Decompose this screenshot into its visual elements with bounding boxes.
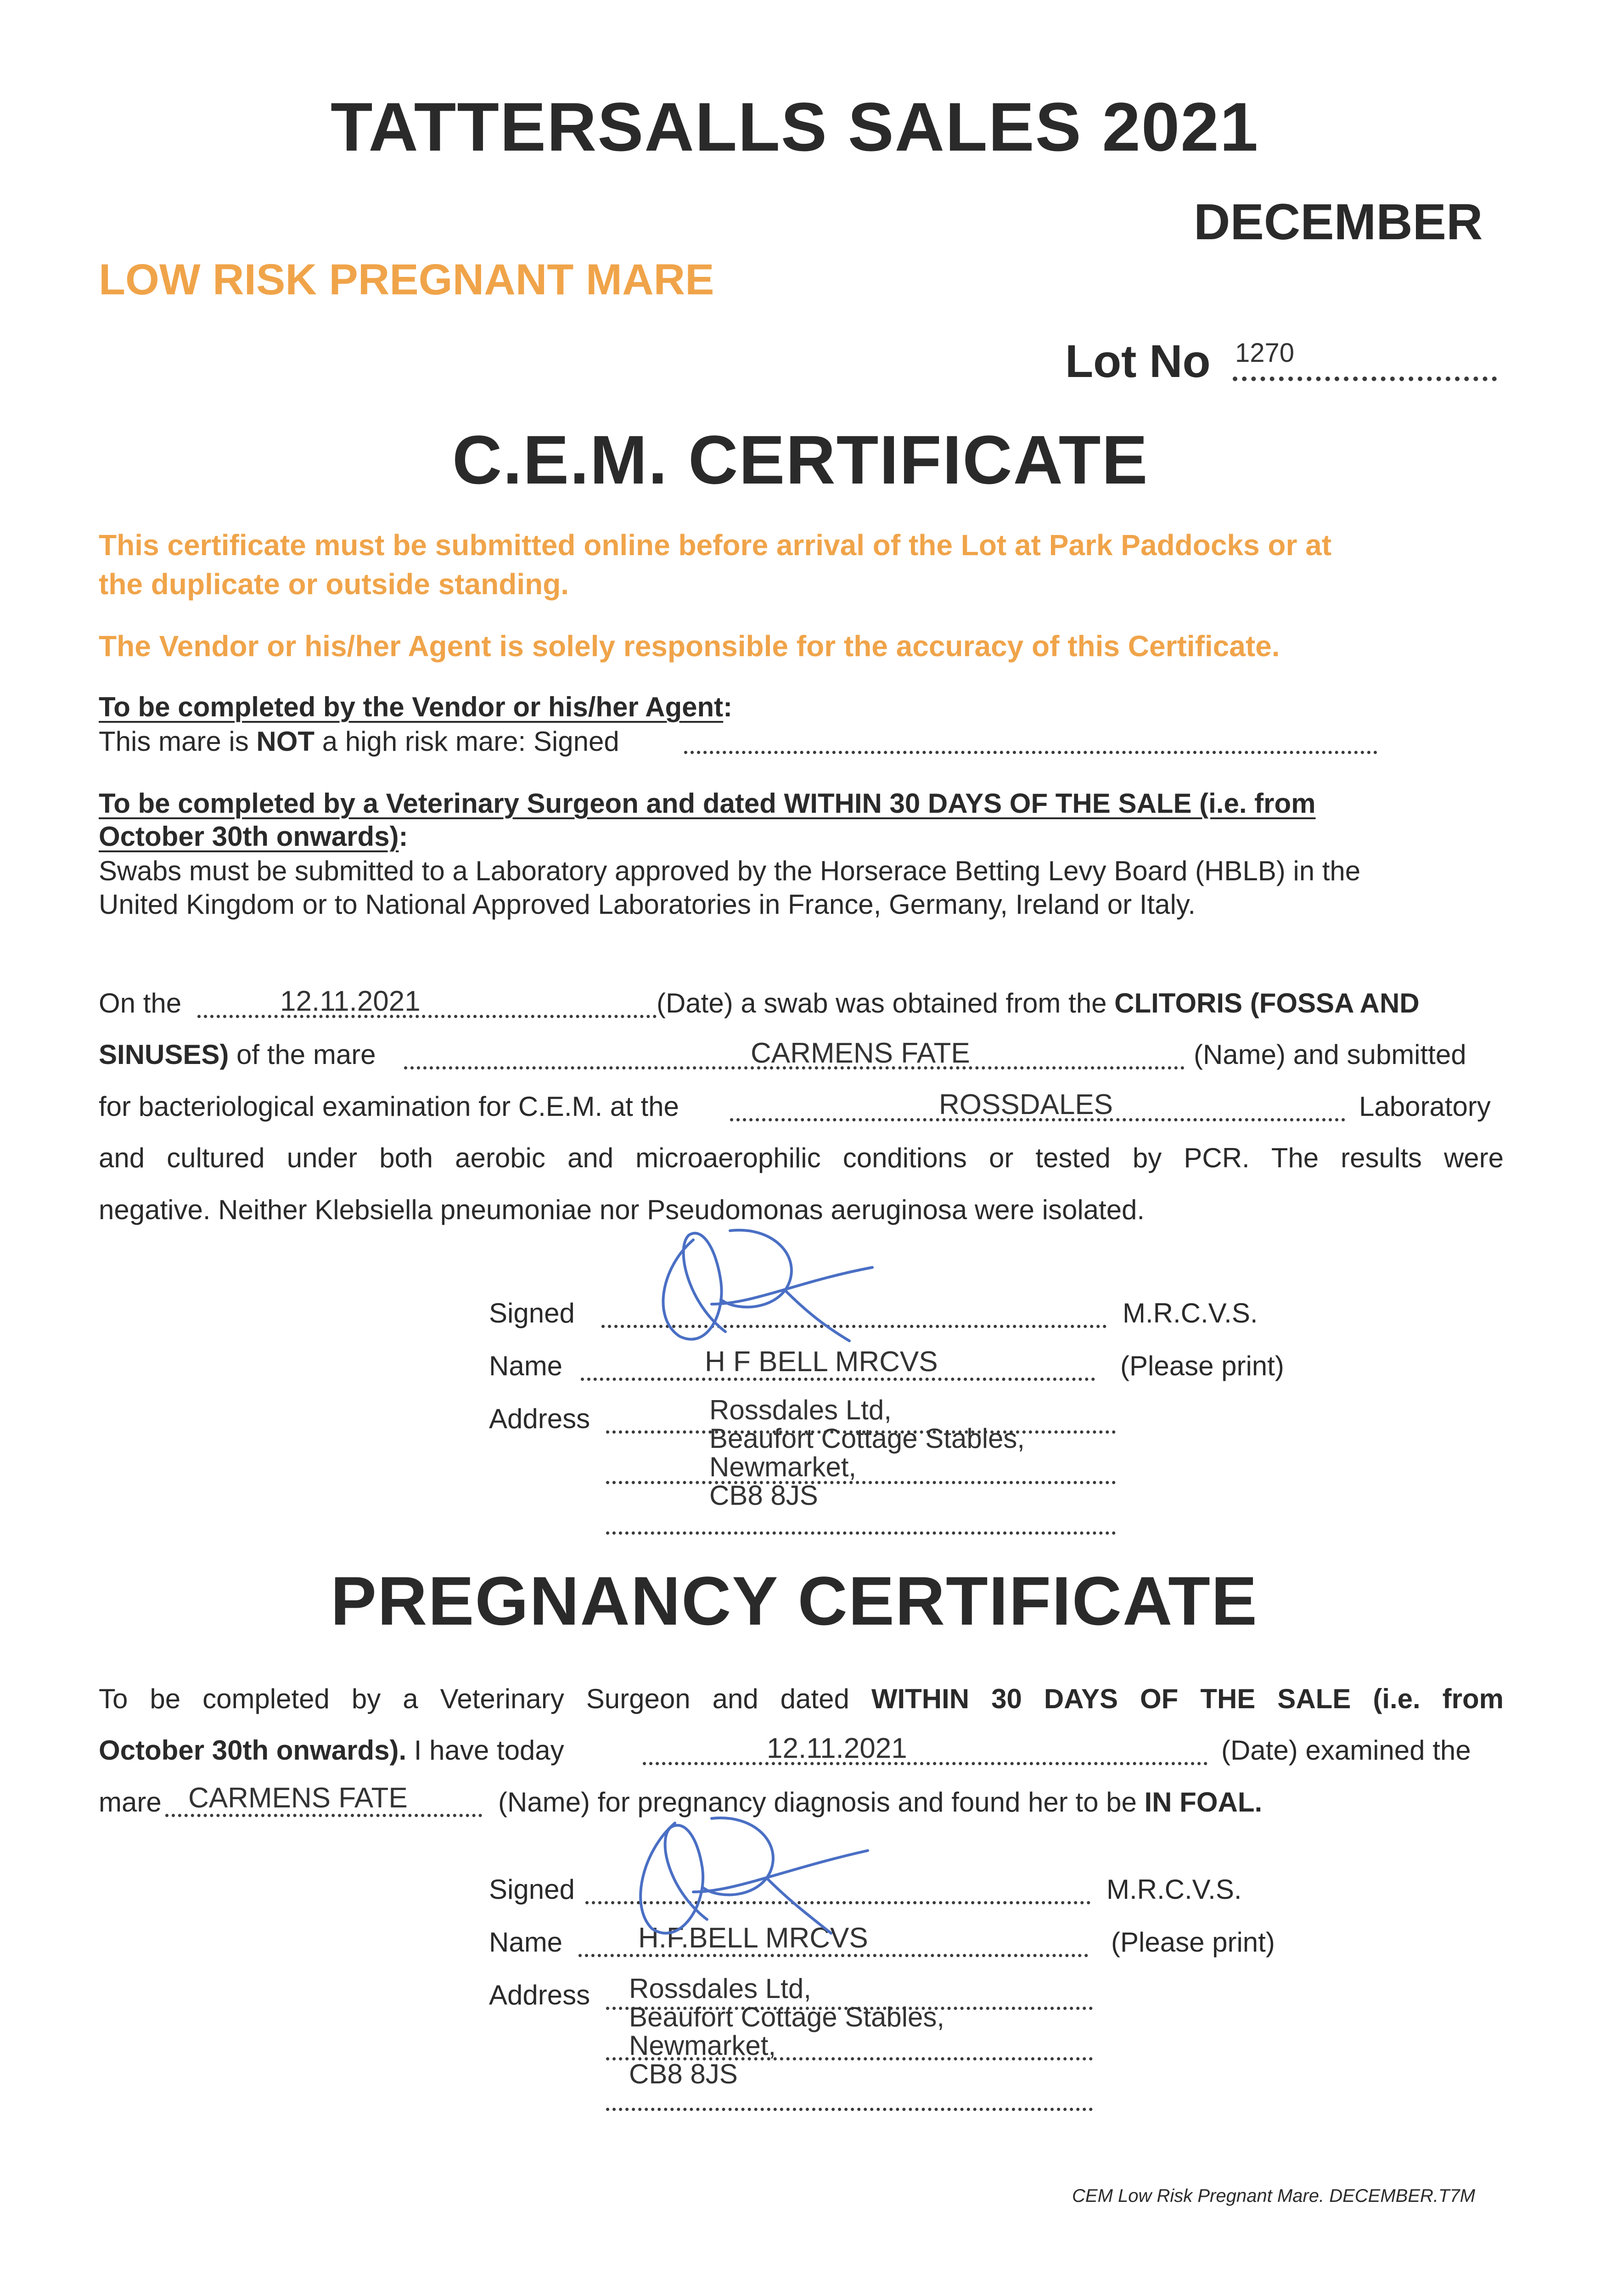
vet-heading: To be completed by a Veterinary Surgeon and dated WITHIN 30 DAYS OF THE SALE (i.e. from	[99, 788, 1316, 819]
cem-name-label: Name	[489, 1351, 563, 1381]
preg-address-3: Newmarket,	[629, 2030, 776, 2061]
cem-address-label: Address	[489, 1403, 590, 1434]
swab-date: 12.11.2021	[280, 985, 421, 1017]
cem-address-4: CB8 8JS	[709, 1480, 818, 1511]
preg-signature	[611, 1800, 895, 1956]
preg-vet-name: H.F.BELL MRCVS	[638, 1922, 868, 1954]
cem-address-3: Newmarket,	[709, 1452, 857, 1482]
preg-line-2a: October 30th onwards). I have today	[99, 1735, 564, 1766]
bact-exam-text: for bacteriological examination for C.E.M. at the	[99, 1091, 679, 1122]
preg-diagnosis-text: (Name) for pregnancy diagnosis and found her to be IN FOAL.	[498, 1787, 1263, 1818]
lot-number: 1270	[1235, 338, 1295, 368]
cem-vet-name: H F BELL MRCVS	[705, 1346, 938, 1378]
sale-month: DECEMBER	[1194, 194, 1483, 250]
vendor-heading: To be completed by the Vendor or his/her Agent:	[99, 692, 733, 722]
preg-mrcvs: M.R.C.V.S.	[1106, 1874, 1242, 1905]
preg-mare-label: mare	[99, 1787, 162, 1818]
swab-requirement-1: Swabs must be submitted to a Laboratory approved by the Horserace Betting Levy Board (HBLB) in the	[99, 855, 1361, 886]
preg-address-1: Rossdales Ltd,	[629, 1973, 811, 2004]
sinuses-text: SINUSES) of the mare	[99, 1039, 376, 1070]
preg-name-label: Name	[489, 1927, 563, 1958]
preg-line-2c: (Date) examined the	[1221, 1735, 1471, 1766]
preg-address-label: Address	[489, 1980, 590, 2010]
cem-notice-2: The Vendor or his/her Agent is solely responsible for the accuracy of this Certificate.	[99, 630, 1280, 663]
cem-mare-name: CARMENS FATE	[751, 1037, 970, 1069]
cem-mrcvs: M.R.C.V.S.	[1123, 1298, 1258, 1328]
preg-mare-name-line	[165, 1814, 482, 1817]
lot-dots	[1233, 377, 1497, 381]
preg-address	[629, 1975, 944, 2088]
cultured-text: and cultured under both aerobic and microaerophilic conditions or tested by PCR. The results were	[99, 1142, 1504, 1173]
negative-result-text: negative. Neither Klebsiella pneumoniae nor Pseudomonas aeruginosa were isolated.	[99, 1194, 1145, 1225]
vendor-declaration: This mare is NOT a high risk mare: Signed	[99, 726, 619, 757]
swab-site-text: (Date) a swab was obtained from the CLITORIS (FOSSA AND	[657, 988, 1420, 1019]
cem-signature	[634, 1212, 909, 1368]
preg-line-1: To be completed by a Veterinary Surgeon and dated WITHIN 30 DAYS OF THE SALE (i.e. from	[99, 1683, 1504, 1714]
vet-heading-2: October 30th onwards):	[99, 821, 408, 852]
cem-title: C.E.M. CERTIFICATE	[452, 421, 1149, 498]
document-title: TATTERSALLS SALES 2021	[331, 88, 1259, 165]
preg-please-print: (Please print)	[1111, 1927, 1275, 1958]
pregnancy-title: PREGNANCY CERTIFICATE	[331, 1562, 1258, 1639]
vendor-signature-line	[684, 751, 1377, 754]
preg-mare-name: CARMENS FATE	[188, 1782, 408, 1814]
exam-date: 12.11.2021	[767, 1733, 907, 1764]
on-the-label: On the	[99, 988, 182, 1019]
cem-name-line	[581, 1378, 1095, 1381]
preg-signed-label: Signed	[489, 1874, 575, 1905]
cem-address-line-3	[606, 1531, 1116, 1535]
cem-notice-1a: This certificate must be submitted online before arrival of the Lot at Park Paddocks or at	[99, 529, 1332, 562]
laboratory-name: ROSSDALES	[939, 1089, 1113, 1120]
cem-address-1: Rossdales Ltd,	[709, 1395, 892, 1425]
form-code: CEM Low Risk Pregnant Mare. DECEMBER.T7M	[1072, 2186, 1476, 2206]
cem-signed-label: Signed	[489, 1298, 575, 1328]
cem-please-print: (Please print)	[1120, 1351, 1284, 1381]
swab-date-line	[197, 1015, 657, 1018]
cem-address-2: Beaufort Cottage Stables,	[709, 1423, 1025, 1454]
swab-requirement-2: United Kingdom or to National Approved Laboratories in France, Germany, Ireland or Italy.	[99, 889, 1196, 920]
mare-category: LOW RISK PREGNANT MARE	[99, 255, 714, 304]
name-submitted-text: (Name) and submitted	[1194, 1039, 1466, 1070]
laboratory-word: Laboratory	[1359, 1091, 1491, 1122]
exam-date-line	[643, 1762, 1207, 1765]
preg-address-line-3	[606, 2108, 1093, 2111]
preg-address-4: CB8 8JS	[629, 2059, 738, 2089]
lot-label: Lot No	[1065, 336, 1211, 387]
cem-address	[709, 1396, 1025, 1510]
preg-address-2: Beaufort Cottage Stables,	[629, 2002, 945, 2032]
cem-notice-1b: the duplicate or outside standing.	[99, 568, 569, 601]
